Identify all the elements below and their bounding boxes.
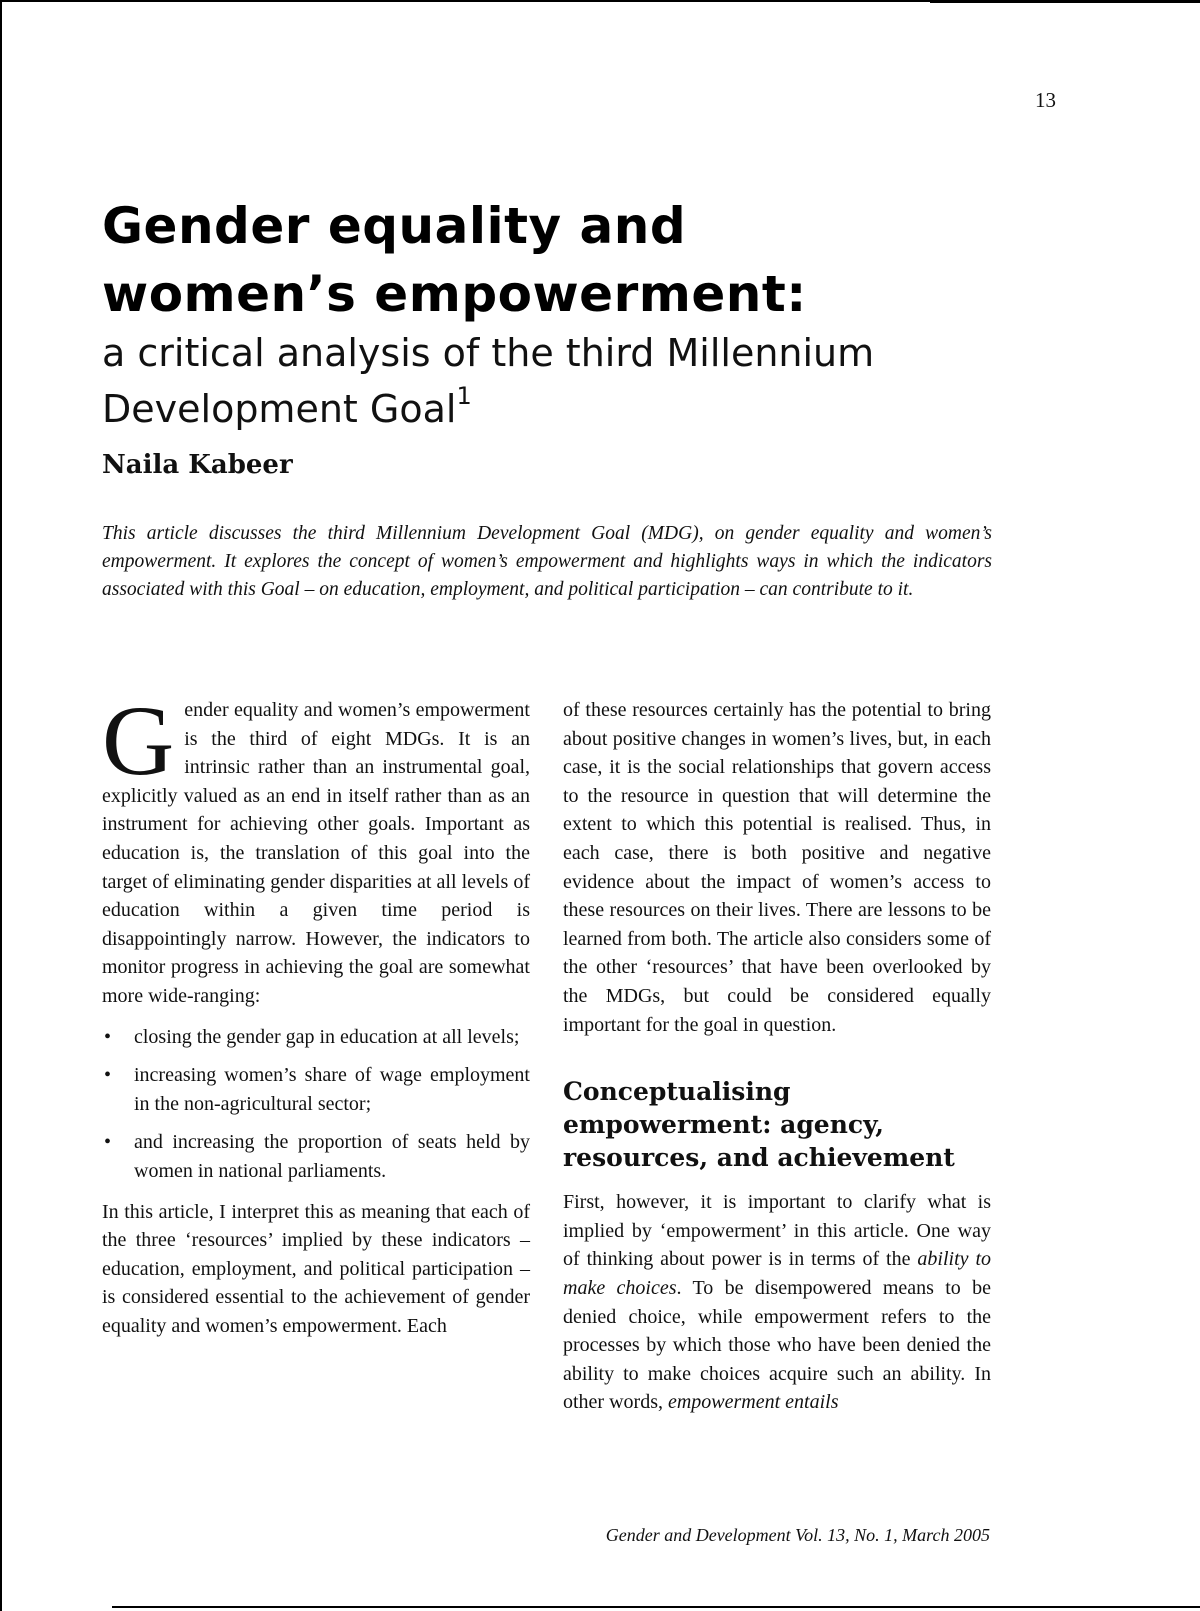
section-heading: Conceptualising empowerment: agency, resources, and achievement xyxy=(563,1077,955,1173)
drop-cap: G xyxy=(102,685,175,796)
emphasis-text: empowerment entails xyxy=(667,1391,839,1414)
list-item: • and increasing the proportion of seats held by women in national parliaments. xyxy=(102,1128,530,1185)
title-line-1: Gender equality and xyxy=(102,197,687,255)
scan-edge-mark xyxy=(930,0,1200,3)
list-item: • closing the gender gap in education at all levels; xyxy=(102,1023,530,1052)
paragraph: of these resources certainly has the potential to bring about positive changes in women’s lives, but, in each case, it is the social relationships that govern access to the resource in question that will determine the extent to which this potential is realised. Thus, in each case, there is both positive and negative evidence about the impact of women’s access to these resources on their lives. There are lessons to be learned from both. The article also considers some of the other ‘resources’ that have been overlooked by the MDGs, but could be considered equally important for the goal in question. xyxy=(563,699,991,1036)
footnote-marker: 1 xyxy=(456,382,472,410)
page-number: 13 xyxy=(1035,88,1056,112)
author-name: Naila Kabeer xyxy=(102,450,293,480)
abstract: This article discusses the third Millennium Development Goal (MDG), on gender equality and women’s empowerment. It explores the concept of women’s empowerment and highlights ways in which the indicators associated with this Goal – on education, employment, and political participation – can contribute to it. xyxy=(102,523,992,600)
emphasis-text: ability to make choices xyxy=(563,1248,991,1299)
intro-paragraph xyxy=(102,685,530,1011)
list-item: • increasing women’s share of wage employment in the non-agricultural sector; xyxy=(102,1061,530,1118)
journal-footer: Gender and Development Vol. 13, No. 1, March 2005 xyxy=(605,1525,990,1545)
paragraph-text: . To be disempowered means to be denied choice, while empowerment refers to the processes by which those who have been denied the ability to make choices acquire such an ability. In other words, xyxy=(563,1276,992,1414)
title-line-2: women’s empowerment: xyxy=(102,265,807,323)
body-column-left xyxy=(102,685,530,1352)
subtitle-text: a critical analysis of the third Millennium Development Goal xyxy=(102,331,875,431)
paragraph: In this article, I interpret this as meaning that each of the three ‘resources’ implied by these indicators – education, employment, and political participation – is considered essential to the achievement of gender equality and women’s empowerment. Each xyxy=(102,1200,530,1337)
article-subtitle xyxy=(102,325,1082,437)
scan-bottom-edge xyxy=(112,1606,1200,1608)
paragraph-text: First, however, it is important to clarify what is implied by ‘empowerment’ in this article. One way of thinking about power is in terms of the xyxy=(563,1191,991,1271)
article-title xyxy=(102,192,1082,328)
paragraph xyxy=(563,1188,991,1417)
body-column-right xyxy=(563,696,991,1429)
intro-paragraph-text: ender equality and women’s empowerment is the third of eight MDGs. It is an intrinsic rather than an instrumental goal, explicitly valued as an end in itself rather than as an instrument for achieving other goals. Important as education is, the translation of this goal into the target of eliminating gender disparities at all levels of education within a given time period is disappointingly narrow. However, the indicators to monitor progress in achieving the goal are somewhat more wide-ranging: xyxy=(102,699,530,1007)
indicator-list xyxy=(102,1023,530,1186)
